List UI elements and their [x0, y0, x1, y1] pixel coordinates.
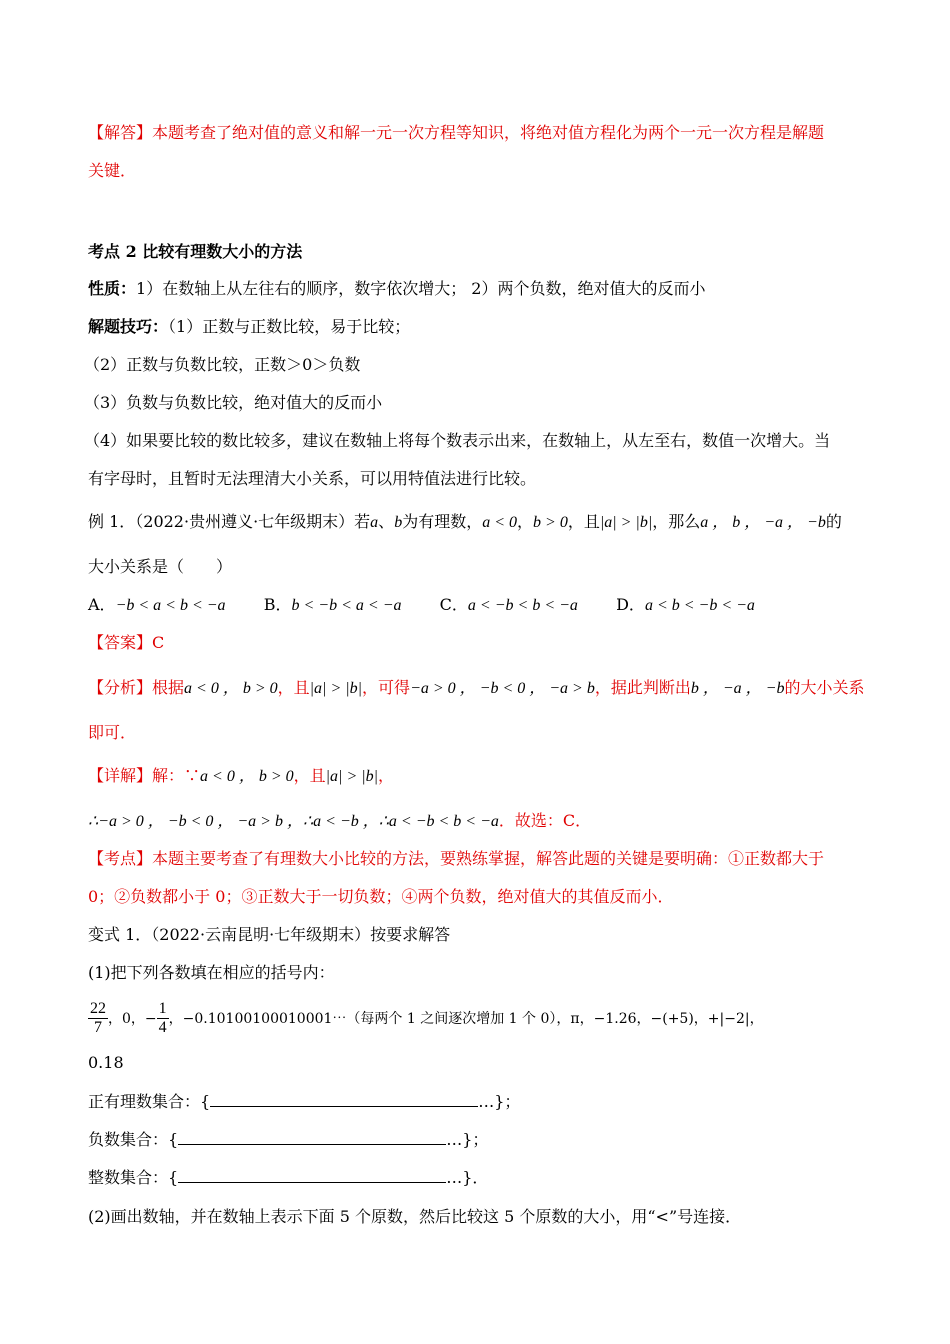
frac1-den: 7 [94, 1019, 102, 1036]
comma: ， [517, 512, 534, 531]
point-line-1 [88, 848, 824, 870]
set-integer [88, 1166, 488, 1189]
cond-1: a < 0 [482, 514, 517, 531]
set2-blank[interactable] [178, 1128, 446, 1145]
detail-line-2 [88, 810, 591, 833]
point-1: 本题主要考查了有理数大小比较的方法，要熟练掌握，解答此题的关键是要明确：①正数都大于 [152, 849, 825, 868]
analysis-9: 的大小关系 [784, 678, 865, 697]
analysis-tag: 【分析】 [88, 678, 153, 697]
example-question [88, 511, 842, 534]
jieda-text: 本题考查了绝对值的意义和解一元一次方程等知识，将绝对值方程化为两个一元一次方程是解题 [152, 123, 825, 142]
variant-part-2: (2)画出数轴，并在数轴上表示下面 5 个原数，然后比较这 5 个原数的大小，用“<”号连接． [88, 1207, 742, 1226]
detail-5: ， [378, 766, 395, 785]
jieda-text-2: 关键． [88, 161, 137, 180]
tips-1: （1）正数与正数比较，易于比较； [168, 317, 411, 336]
answer-value: C [152, 633, 165, 652]
option-c[interactable] [440, 595, 578, 614]
detail-1: 解：∵ [152, 766, 201, 785]
property-label: 性质： [88, 279, 137, 298]
property-text: 1）在数轴上从左往右的顺序，数字依次增大； 2）两个负数，绝对值大的反而小 [136, 279, 706, 298]
detail-4: |a| > |b| [325, 768, 379, 785]
q-mid: 为有理数， [402, 512, 483, 531]
detail-3: ，且 [293, 766, 326, 785]
set1-blank[interactable] [210, 1090, 478, 1107]
example-question-2: 大小关系是（ ） [88, 557, 233, 576]
tips-line-1 [88, 316, 410, 338]
answer-line [88, 632, 164, 654]
detail-line-1 [88, 765, 394, 788]
set3-blank[interactable] [178, 1166, 446, 1183]
fraction-1-4 [157, 1000, 169, 1037]
sep-zero: ，0，− [108, 1011, 157, 1027]
sep: 、 [378, 512, 395, 531]
tips-4b: 有字母时，且暂时无法理清大小关系，可以用特值法进行比较。 [88, 469, 537, 488]
number-list-2: 0.18 [88, 1053, 124, 1072]
number-list [88, 998, 764, 1039]
option-b[interactable] [264, 595, 402, 614]
option-a[interactable] [88, 595, 226, 614]
analysis-6: −a > 0 ， −b < 0 ， −a > b [410, 680, 595, 697]
var-b: b [394, 514, 403, 531]
option-c-expr: a < −b < b < −a [467, 597, 578, 614]
set-negative [88, 1128, 488, 1151]
answer-tag: 【答案】 [88, 633, 153, 652]
analysis-5: ，可得 [362, 678, 411, 697]
point-tag: 【考点】 [88, 849, 153, 868]
q-list: a ， b ， −a ， −b [700, 514, 826, 531]
q-then: ，那么 [652, 512, 701, 531]
jieda-line-2 [88, 160, 136, 182]
analysis-1: 根据 [152, 678, 185, 697]
analysis-2: a < 0 ， b > 0 [184, 680, 278, 697]
detail-2: a < 0 ， b > 0 [200, 768, 294, 785]
analysis-4: |a| > |b| [309, 680, 363, 697]
jieda-line-1 [88, 122, 824, 144]
frac1-num: 22 [90, 1000, 106, 1017]
cond-2: b > 0 [533, 514, 568, 531]
tips-3: （3）负数与负数比较，绝对值大的反而小 [84, 393, 383, 412]
var-a: a [370, 514, 379, 531]
set3-label: 整数集合：{ [88, 1168, 179, 1187]
example-prefix: 例 1．（2022·贵州遵义·七年级期末）若 [88, 512, 371, 531]
set3-end: …}． [446, 1168, 489, 1187]
frac2-num: 1 [158, 1000, 167, 1017]
option-b-label: B． [263, 595, 292, 614]
variant-part-1: (1)把下列各数填在相应的括号内： [88, 963, 335, 982]
set1-end: …}； [478, 1092, 521, 1111]
option-c-label: C． [439, 595, 468, 614]
jieda-tag: 【解答】 [88, 123, 153, 142]
analysis-line-2: 即可． [88, 723, 137, 742]
option-b-expr: b < −b < a < −a [291, 597, 402, 614]
section-title: 考点 2 比较有理数大小的方法 [88, 242, 303, 261]
fraction-22-7 [88, 1000, 108, 1037]
tips-2: （2）正数与负数比较，正数＞0＞负数 [84, 355, 361, 374]
numbers-tail: ，−0.10100100010001⋯（每两个 1 之间逐次增加 1 个 0），π，−1.26，−(+5)，+|−2|， [168, 1011, 764, 1027]
q-tail: 的 [825, 512, 842, 531]
option-d-expr: a < b < −b < −a [644, 597, 755, 614]
detail-tag: 【详解】 [88, 766, 153, 785]
detail-tail: ．故选：C． [498, 811, 592, 830]
analysis-3: ，且 [277, 678, 310, 697]
q-and: ，且 [567, 512, 600, 531]
set2-end: …}； [446, 1130, 489, 1149]
set2-label: 负数集合：{ [88, 1130, 179, 1149]
cond-3: |a| > |b| [599, 514, 653, 531]
point-line-2: 0；②负数都小于 0；③正数大于一切负数；④两个负数，绝对值大的其值反而小． [88, 887, 674, 906]
analysis-8: b ， −a ， −b [690, 680, 785, 697]
analysis-line-1 [88, 677, 865, 700]
property-line [88, 278, 705, 300]
option-d[interactable] [616, 595, 755, 614]
set-positive-rational [88, 1090, 520, 1113]
variant-title: 变式 1．（2022·云南昆明·七年级期末）按要求解答 [88, 925, 451, 944]
detail-math: ∴−a > 0 ， −b < 0 ， −a > b ，∴a < −b ，∴a < −b < b < −a [88, 813, 499, 830]
set1-label: 正有理数集合：{ [88, 1092, 211, 1111]
tips-4a: （4）如果要比较的数比较多，建议在数轴上将每个数表示出来，在数轴上，从左至右，数值一次增大。当 [84, 431, 831, 450]
analysis-7: ，据此判断出 [594, 678, 691, 697]
option-d-label: D． [616, 595, 645, 614]
tips-label: 解题技巧： [88, 317, 169, 336]
options-row [88, 594, 755, 617]
frac2-den: 4 [158, 1019, 167, 1036]
option-a-expr: −b < a < b < −a [115, 597, 226, 614]
option-a-label: A． [88, 595, 116, 614]
